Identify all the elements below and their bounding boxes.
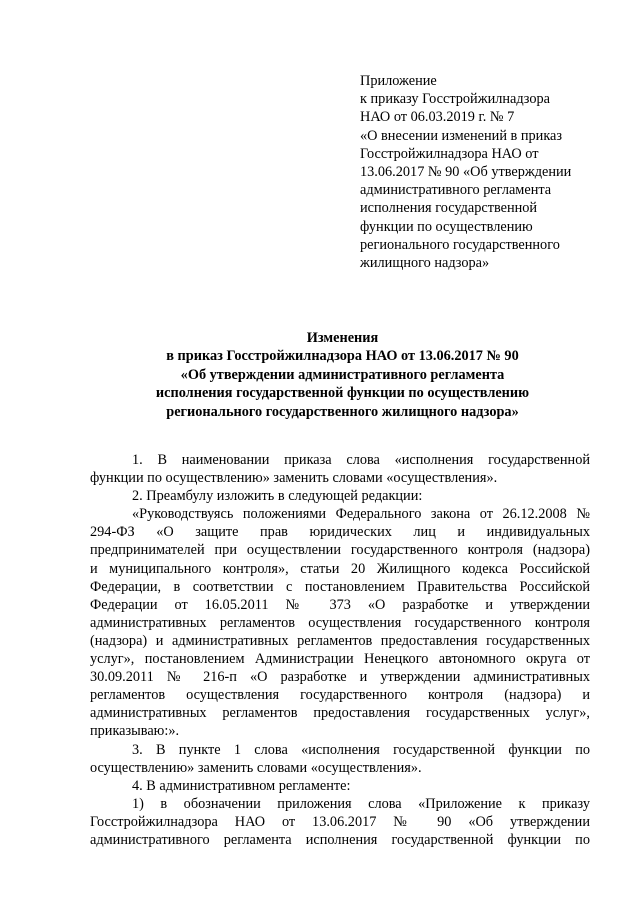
paragraph-6 — [90, 795, 590, 849]
paragraph-4 — [90, 741, 590, 777]
text-line: 30.09.2011 № 216-п «О разработке и утверждении административных — [90, 669, 590, 686]
appendix-line: Госстройжилнадзора НАО от — [360, 145, 539, 162]
title-line: «Об утверждении административного регламента — [180, 366, 505, 383]
text-line: и муниципального контроля», статьи 20 Жилищного кодекса Российской — [90, 560, 590, 577]
paragraph-5 — [90, 777, 590, 795]
title-line: исполнения государственной функции по осуществлению — [155, 385, 530, 402]
text-line: «Руководствуясь положениями Федерального закона от 26.12.2008 № — [132, 506, 590, 523]
text-line: услуг», постановлением Администрации Ненецкого автономного округа от — [90, 651, 590, 668]
appendix-line: к приказу Госстройжилнадзора — [360, 91, 551, 108]
appendix-line: жилищного надзора» — [360, 255, 490, 272]
text-line: 294-ФЗ «О защите прав юридических лиц и индивидуальных — [90, 524, 590, 541]
appendix-block — [360, 72, 620, 272]
text-line: 2. Преамбулу изложить в следующей редакции: — [132, 488, 423, 505]
paragraph-3 — [90, 505, 590, 740]
text-line: 3. В пункте 1 слова «исполнения государственной функции по — [132, 741, 590, 758]
title-line: Изменения — [306, 330, 379, 346]
text-line: административного регламента исполнения государственной функции по — [90, 831, 590, 848]
text-line: (надзора) и административных регламентов предоставления государственных — [90, 632, 590, 649]
appendix-line: НАО от 06.03.2019 г. № 7 — [360, 109, 515, 126]
text-line: функции по осуществлению» заменить словами «осуществления». — [90, 470, 498, 487]
text-line: предпринимателей при осуществлении государственного контроля (надзора) — [90, 542, 590, 559]
text-line: административных регламентов осуществления государственного контроля — [90, 614, 590, 631]
appendix-line: регионального государственного — [360, 236, 560, 253]
text-line: 4. В административном регламенте: — [132, 777, 351, 794]
document-title — [90, 329, 595, 421]
text-line: 1) в обозначении приложения слова «Приложение к приказу — [132, 795, 590, 812]
appendix-line: Приложение — [360, 73, 437, 89]
paragraph-1 — [90, 451, 590, 487]
appendix-line: функции по осуществлению — [360, 218, 533, 235]
text-line: административных регламентов предоставления государственных услуг», — [90, 705, 590, 722]
appendix-line: «О внесении изменений в приказ — [360, 127, 563, 144]
title-line: регионального государственного жилищного надзора» — [166, 403, 519, 420]
title-line: в приказ Госстройжилнадзора НАО от 13.06.2017 № 90 — [166, 348, 519, 365]
text-line: приказываю:». — [90, 723, 180, 740]
document-body — [90, 451, 590, 849]
text-line: Федерации от 16.05.2011 № 373 «О разработке и утверждении — [90, 596, 590, 613]
text-line: регламентов осуществления государственного контроля (надзора) и — [90, 687, 590, 704]
appendix-line: исполнения государственной — [360, 200, 538, 217]
text-line: осуществлению» заменить словами «осуществления». — [90, 759, 422, 776]
text-line: Федерации, в соответствии с постановлением Правительства Российской — [90, 578, 590, 595]
appendix-line: 13.06.2017 № 90 «Об утверждении — [360, 164, 572, 181]
text-line: 1. В наименовании приказа слова «исполнения государственной — [132, 452, 590, 468]
text-line: Госстройжилнадзора НАО от 13.06.2017 № 90 «Об утверждении — [90, 813, 590, 830]
paragraph-2 — [90, 487, 590, 505]
appendix-line: административного регламента — [360, 182, 552, 199]
